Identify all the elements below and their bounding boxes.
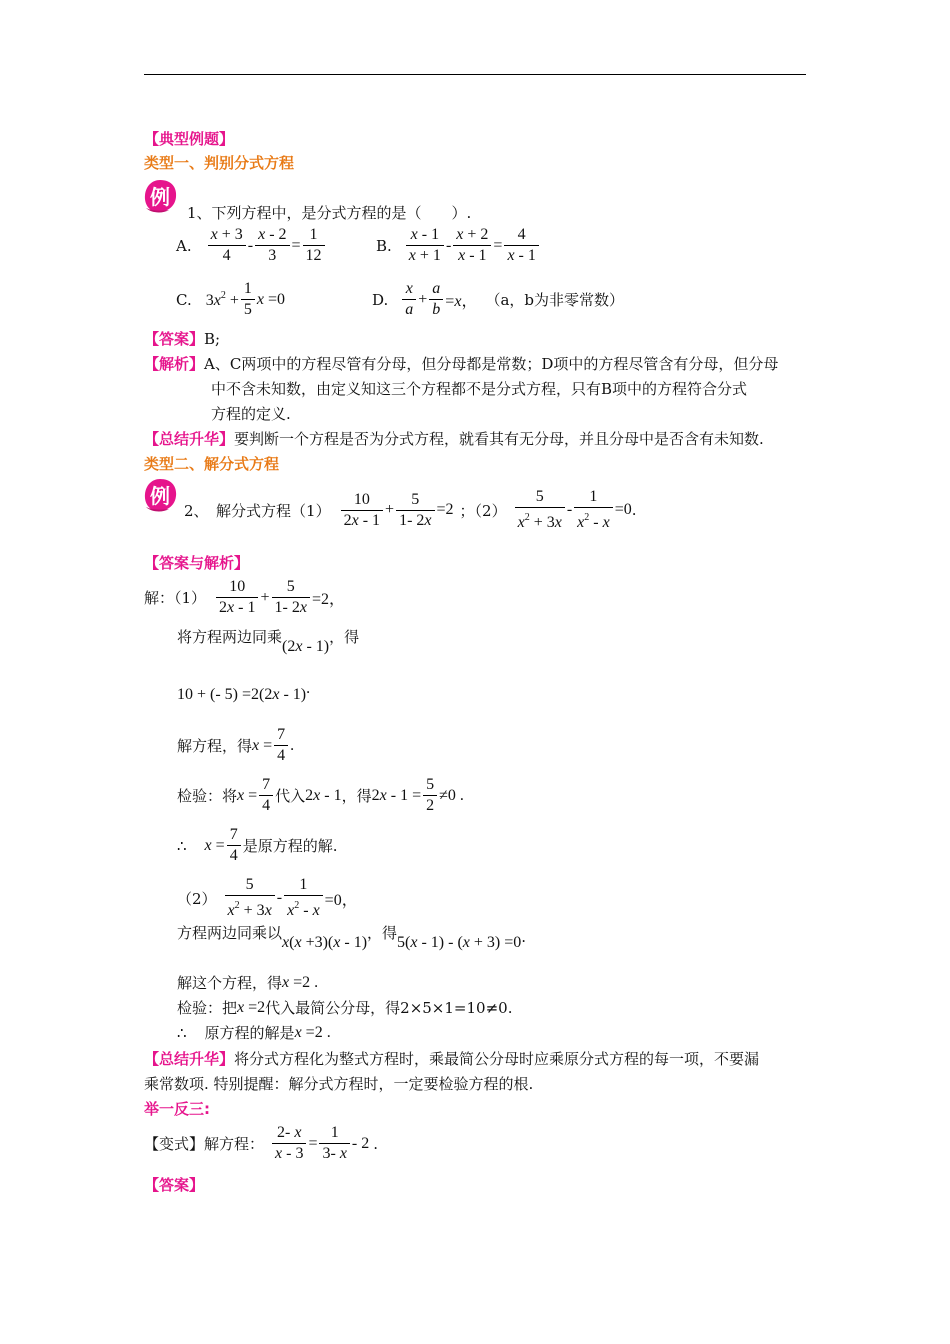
q1-option-c: C. $3x^2$ + $\frac{1}{5}$ x =0: [176, 280, 285, 318]
q2-prompt-text: 2、 解分式方程（1）: [184, 501, 331, 520]
extend-title: 举一反三:: [144, 1100, 210, 1118]
summary2-label: 【总结升华】: [144, 1050, 235, 1068]
solution-part2-label: （2）: [177, 889, 217, 908]
variant-eq: 【变式】解方程： $\frac{2- x}{x - 3}$ = $\frac{1}{3- x}$ - 2 .: [144, 1124, 379, 1162]
q1-option-d-note: （a，b为非零常数）: [485, 291, 624, 309]
q2-prompt: 2、 解分式方程（1） $\frac{10}{2x - 1}$ + $\frac{5}{1- 2x}$ =2 ；（2） $\frac{5}{x^2 + 3x}$ - $\frac{1}{x^2 - x}$ =0 .: [184, 488, 637, 531]
solution-de2-text: ，得: [341, 787, 372, 805]
solution-conclusion1: ∴ x = $\frac{7}{4}$ 是原方程的解.: [177, 826, 338, 864]
solution-part2-eq: （2） $\frac{5}{x^2 + 3x}$ - $\frac{1}{x^2 - x}$ =0，: [177, 876, 358, 919]
type2-title: 类型二、解分式方程: [144, 455, 280, 473]
summary1-label: 【总结升华】: [144, 430, 235, 448]
solution-check-step: 检验：将 x = $\frac{7}{4}$ 代入 2x - 1 ，得 2x - 1 = $\frac{5}{2}$ ≠0 .: [177, 776, 464, 814]
q1-option-a-label: A.: [176, 236, 192, 255]
type1-title: 类型一、判别分式方程: [144, 154, 295, 172]
answer2-label: 【答案与解析】: [144, 554, 250, 572]
summary2-text-line1: 将分式方程化为整式方程时，乘最简公分母时应乘原分式方程的每一项，不要漏: [234, 1050, 760, 1068]
q1-option-d-label: D.: [372, 290, 389, 309]
q2-end-text: .: [631, 501, 637, 519]
solution-multiply2-step: 方程两边同乘以 x(x +3)(x - 1) ，得 5(x - 1) - (x + 3) =0 .: [177, 924, 527, 951]
analysis1-text-line1: A、C两项中的方程尽管有分母，但分母都是常数；D项中的方程尽管含有分母，但分母: [204, 355, 779, 373]
q1-option-b: B. $\frac{x - 1}{x + 1}$ - $\frac{x + 2}{x - 1}$ = $\frac{4}{x - 1}$: [376, 226, 541, 265]
solution-dairu-text: 代入: [275, 787, 306, 805]
solution-is-root-text: 是原方程的解.: [242, 837, 338, 855]
solution-multiply2-text: 方程两边同乘以: [177, 924, 283, 942]
analysis1-label: 【解析】: [144, 355, 205, 373]
analysis1-line2: 中不含未知数，由定义知这三个方程都不是分式方程，只有B项中的方程符合分式: [211, 380, 748, 398]
solution-de3-text: ，得: [367, 924, 398, 942]
variant-end: .: [373, 1134, 379, 1153]
solution-expanded-eq: 10 + (- 5) =2(2x - 1).: [177, 680, 311, 703]
solution-de-text: ，得: [329, 628, 360, 646]
answer3-label: 【答案】: [144, 1176, 205, 1194]
answer1-label: 【答案】: [144, 330, 205, 348]
analysis1-line1: [144, 353, 778, 374]
summary2-line2: 乘常数项. 特别提醒：解分式方程时，一定要检验方程的根.: [144, 1075, 534, 1093]
q1-option-c-label: C.: [176, 290, 192, 309]
solution-solve-step: 解方程，得 x = $\frac{7}{4}$ .: [177, 726, 295, 764]
analysis1-line3: 方程的定义.: [211, 405, 291, 423]
answer1-text: B;: [204, 330, 221, 348]
solution-solve2-step: 解这个方程，得 x =2 .: [177, 973, 319, 992]
q1-option-a: A. $\frac{x + 3}{4}$ - $\frac{x - 2}{3}$ = $\frac{1}{12}$: [176, 226, 327, 265]
solution-check-text: 检验：将: [177, 787, 238, 805]
variant-label: 【变式】解方程：: [144, 1135, 265, 1153]
solution-part1-eq: 解：（1） $\frac{10}{2x - 1}$ + $\frac{5}{1- 2x}$ =2，: [144, 578, 345, 616]
solution-check2-b: 代入最简公分母，得2×5×1=10≠0.: [265, 999, 513, 1017]
summary1: [144, 428, 764, 449]
solution-conclusion2: ∴ 原方程的解是 x =2 .: [177, 1023, 331, 1042]
solution-check2-a: 检验：把: [177, 999, 238, 1017]
solution-multiply-step: 将方程两边同乘 (2x - 1) ，得: [177, 628, 360, 655]
example-badge-label-2: 例: [150, 484, 170, 508]
q1-option-d: D. $\frac{x}{a}$ + $\frac{a}{b}$ =x， （a，b为非零常数）: [372, 280, 624, 318]
solution-solve2-text: 解这个方程，得: [177, 974, 283, 992]
therefore-symbol-2: ∴: [177, 1023, 187, 1042]
q1-prompt: 1、下列方程中，是分式方程的是（ ）.: [187, 204, 472, 222]
example-badge-label: 例: [150, 185, 170, 209]
section-heading-typical-examples: 【典型例题】: [144, 130, 235, 148]
therefore-symbol: ∴: [177, 836, 187, 855]
solution-root2-text: 原方程的解是: [204, 1024, 295, 1042]
solution-multiply-text: 将方程两边同乘: [177, 628, 283, 646]
solution-intro: 解：（1）: [144, 589, 207, 607]
solution-solve-text: 解方程，得: [177, 737, 253, 755]
q2-mid-text: ；（2）: [459, 501, 507, 520]
header-rule: [144, 74, 806, 75]
q1-option-b-label: B.: [376, 236, 392, 255]
answer1: [144, 328, 220, 349]
summary1-text: 要判断一个方程是否为分式方程，就看其有无分母，并且分母中是否含有未知数.: [234, 430, 764, 448]
solution-check2-step: 检验：把 x =2 代入最简公分母，得2×5×1=10≠0.: [177, 998, 513, 1017]
summary2-line1: [144, 1048, 759, 1069]
